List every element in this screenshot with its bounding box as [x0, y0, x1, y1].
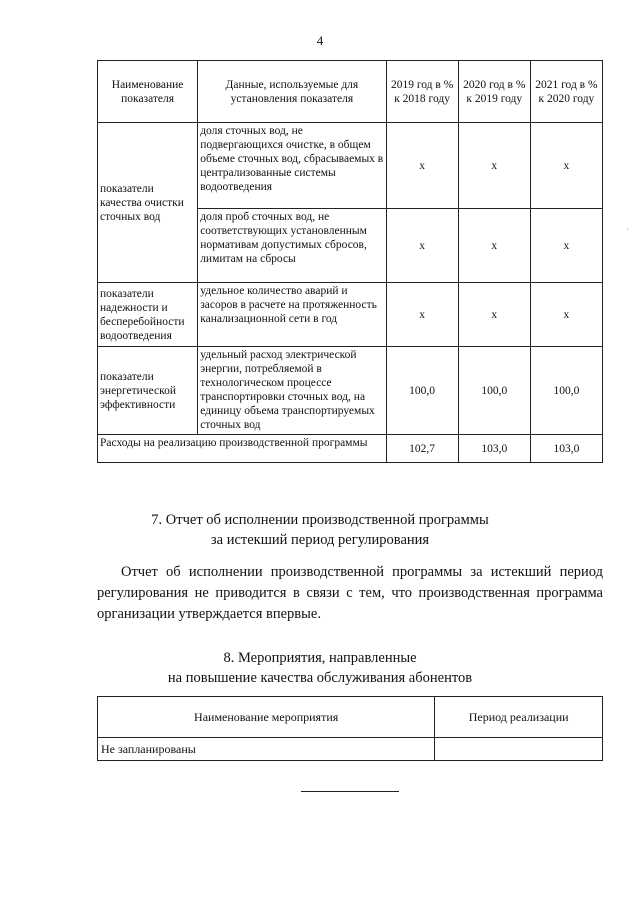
value-2021: x [530, 283, 602, 347]
page-number: 4 [316, 33, 324, 48]
indicators-table [97, 60, 603, 463]
section-7-paragraph-text: Отчет об исполнении производственной программы за истекший период регулирования не приводится в связи с тем, что производственная программа организации утверждается впервые. [97, 564, 603, 622]
indicator-data: удельное количество аварий и засоров в расчете на протяженность канализационной сети в год [198, 283, 386, 347]
header-source-data: Данные, используемые для установления показателя [198, 61, 386, 123]
value-2021: x [530, 123, 602, 209]
value-2020: 100,0 [458, 347, 530, 435]
header-2020: 2020 год в % к 2019 году [458, 61, 530, 123]
indicator-data: доля сточных вод, не подвергающихся очистке, в общем объеме сточных вод, сбрасываемых в централизованные системы водоотведения [198, 123, 386, 209]
section-8-heading [0, 648, 640, 688]
indicator-name-reliability: показатели надежности и бесперебойности водоотведения [98, 283, 198, 347]
value-2020: x [458, 123, 530, 209]
value-2021: 103,0 [530, 435, 602, 463]
section-7-heading [0, 510, 640, 550]
end-divider [301, 791, 399, 792]
header-2021: 2021 год в % к 2020 году [530, 61, 602, 123]
period-cell [435, 738, 603, 761]
value-2019: x [386, 283, 458, 347]
table-header-row [98, 697, 603, 738]
section-8-heading-line1: 8. Мероприятия, направленные [223, 650, 417, 666]
table-header-row [98, 61, 603, 123]
value-2019: 100,0 [386, 347, 458, 435]
edge-mark: · [626, 224, 629, 234]
table-row [98, 738, 603, 761]
value-2020: x [458, 209, 530, 283]
measure-cell: Не запланированы [98, 738, 435, 761]
section-7-heading-line2: за истекший период регулирования [210, 532, 430, 548]
value-2021: x [530, 209, 602, 283]
indicator-name-energy: показатели энергетической эффективности [98, 347, 198, 435]
value-2020: x [458, 283, 530, 347]
value-2020: 103,0 [458, 435, 530, 463]
table-row [98, 347, 603, 435]
value-2021: 100,0 [530, 347, 602, 435]
indicator-data: удельный расход электрической энергии, потребляемой в технологическом процессе транспортировки сточных вод, на единицу объема транспортируемых сточных вод [198, 347, 386, 435]
measures-table [97, 696, 603, 761]
table-row [98, 283, 603, 347]
header-2019: 2019 год в % к 2018 году [386, 61, 458, 123]
header-measure: Наименование мероприятия [98, 697, 435, 738]
section-8-heading-line2: на повышение качества обслуживания абонентов [167, 670, 473, 686]
section-7-heading-line1: 7. Отчет об исполнении производственной программы [151, 512, 489, 528]
value-2019: x [386, 209, 458, 283]
value-2019: 102,7 [386, 435, 458, 463]
table-row [98, 123, 603, 209]
indicator-data: доля проб сточных вод, не соответствующих установленным нормативам допустимых сбросов, лимитам на сбросы [198, 209, 386, 283]
value-2019: x [386, 123, 458, 209]
header-indicator-name: Наименование показателя [98, 61, 198, 123]
header-period: Период реализации [435, 697, 603, 738]
table-row-expenses [98, 435, 603, 463]
expenses-label: Расходы на реализацию производственной программы [98, 435, 387, 463]
indicator-name-wastewater-quality: показатели качества очистки сточных вод [98, 123, 198, 283]
section-7-paragraph [97, 562, 603, 625]
